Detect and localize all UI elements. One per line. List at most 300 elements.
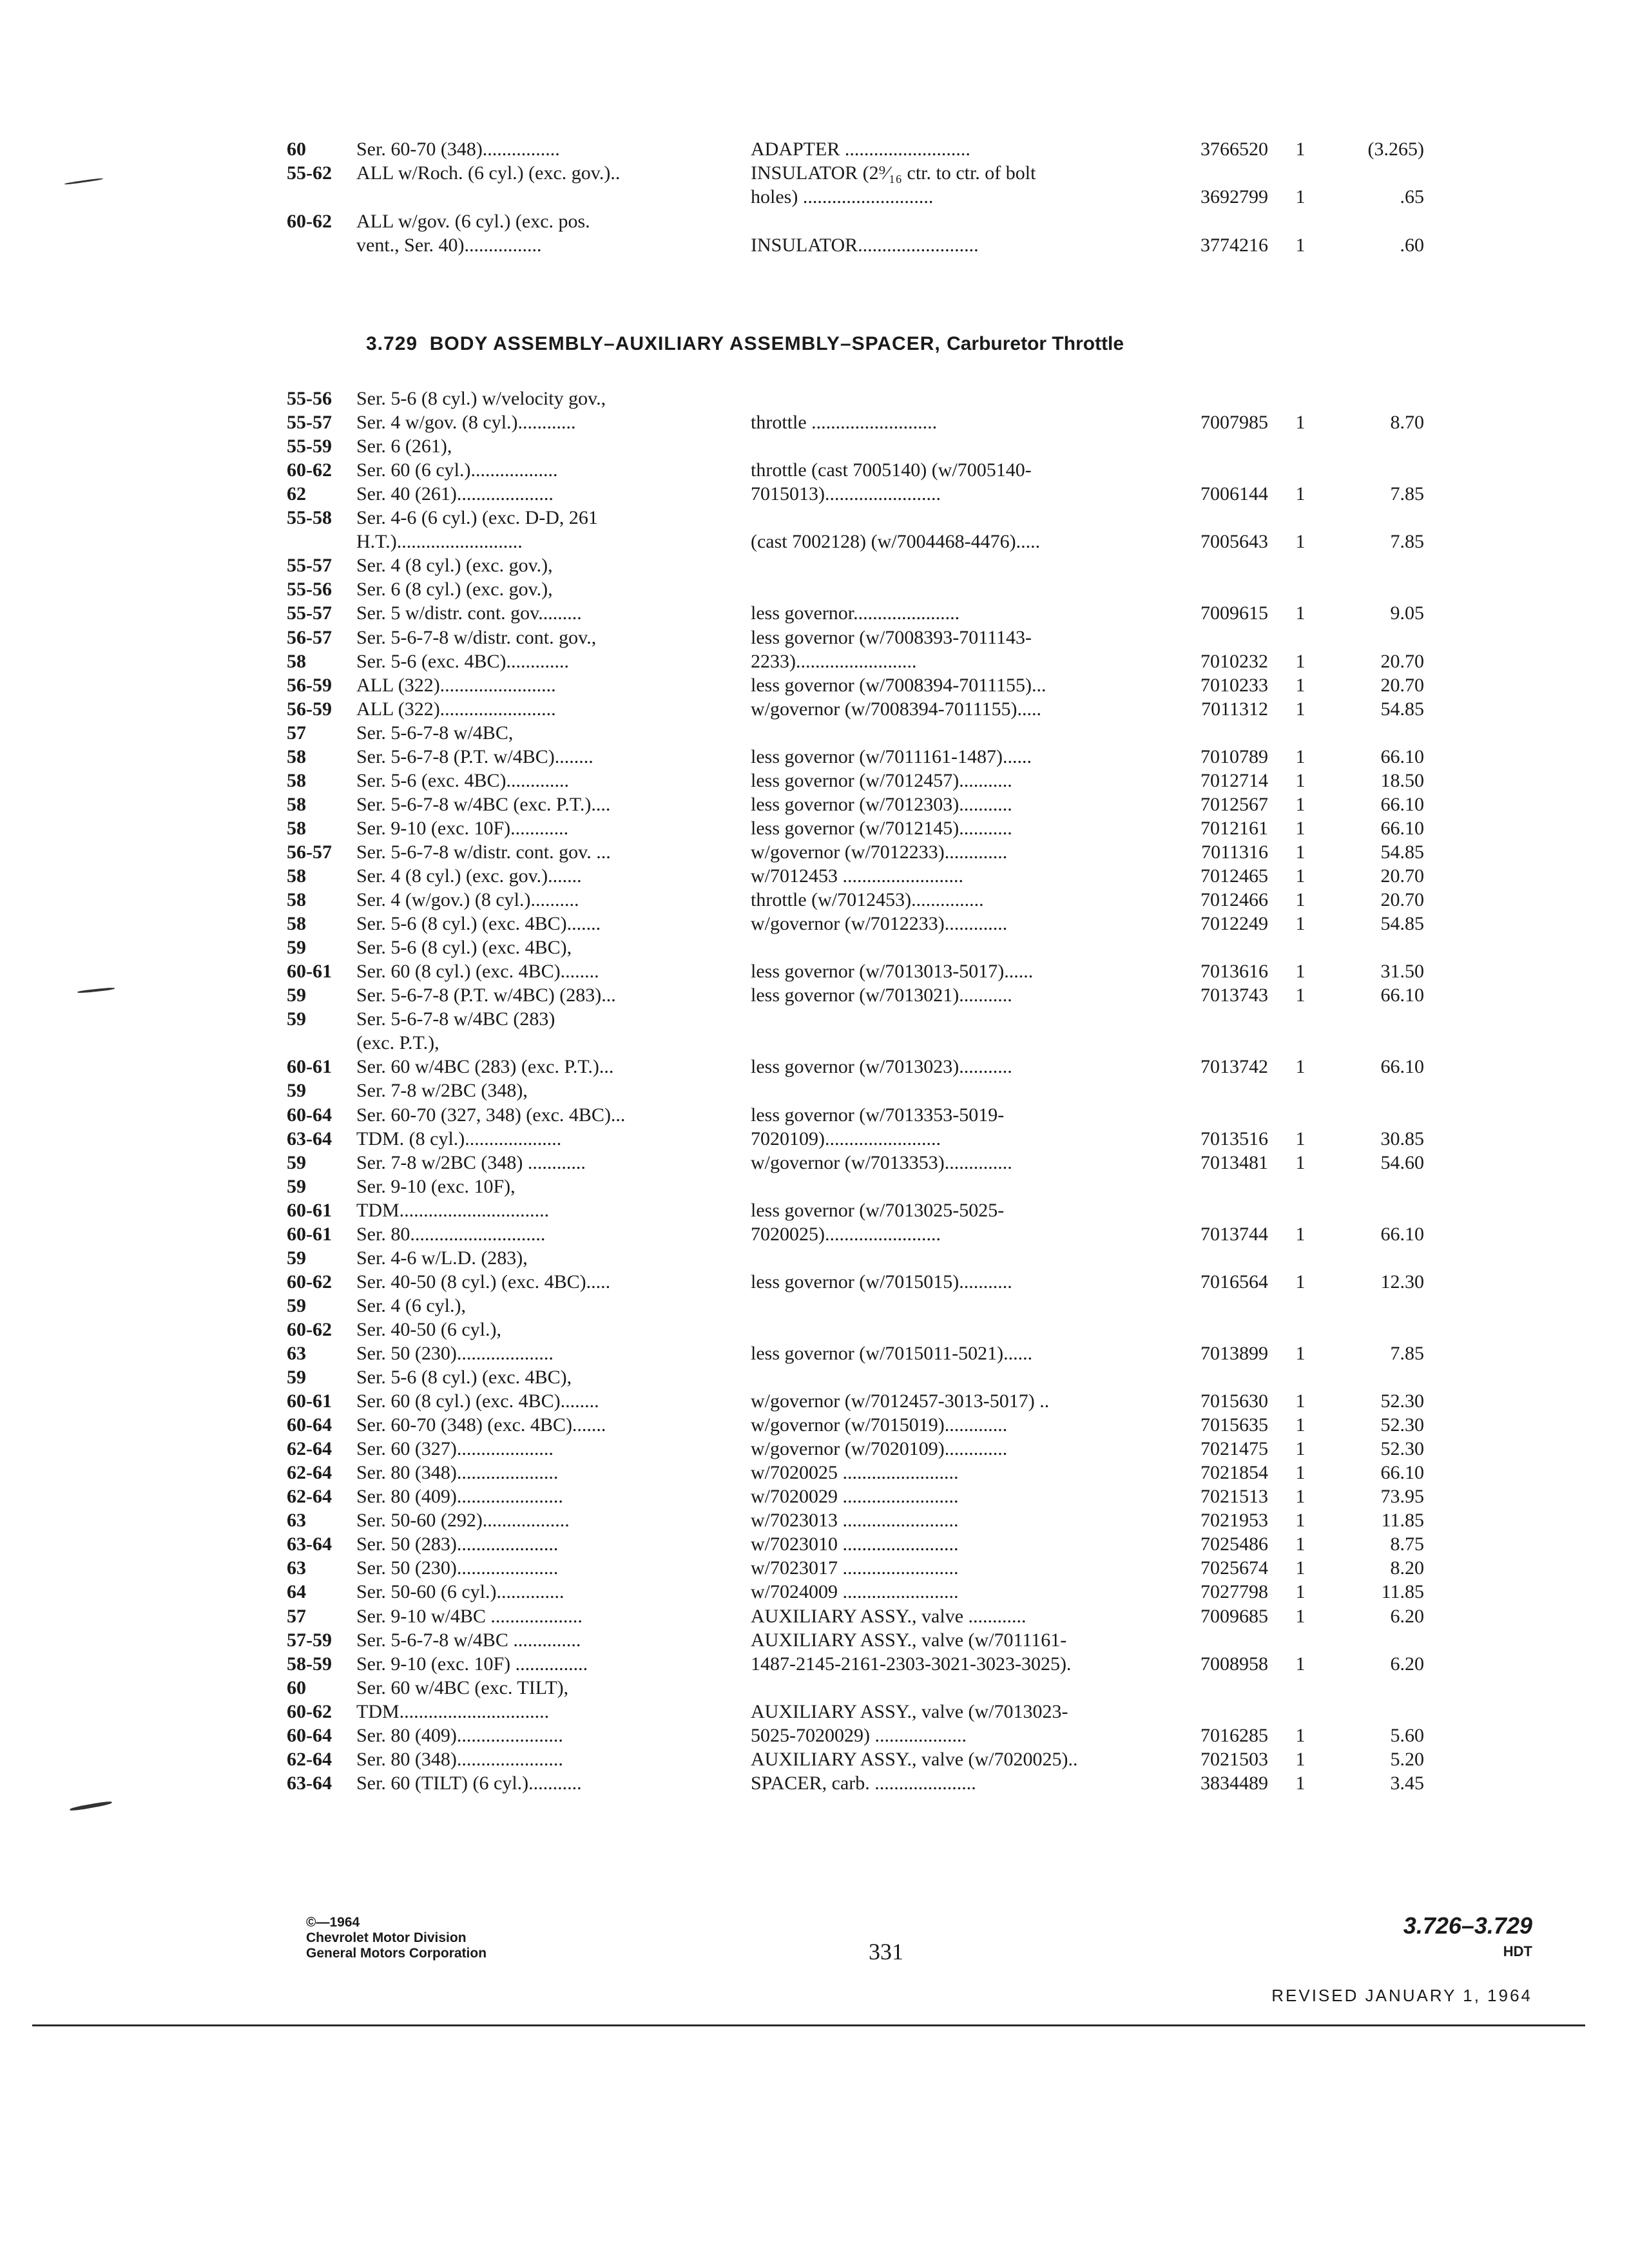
application-cell: Ser. 4 (8 cyl.) (exc. gov.)....... (356, 865, 582, 887)
year-cell: 56-57 (287, 627, 332, 648)
year-cell: 62-64 (287, 1438, 332, 1459)
price-cell: (3.265) (1367, 139, 1424, 160)
price-cell: 11.85 (1381, 1510, 1424, 1531)
parts-row (0, 161, 1629, 186)
year-cell: 58 (287, 889, 306, 910)
price-cell: 7.85 (1390, 483, 1424, 505)
application-cell: Ser. 40-50 (6 cyl.), (356, 1319, 501, 1340)
price-cell: 20.70 (1380, 865, 1424, 887)
parts-row (0, 912, 1629, 936)
quantity-cell: 1 (1295, 1486, 1306, 1507)
parts-row (0, 506, 1629, 530)
parts-row (0, 1007, 1629, 1032)
description-cell: less governor (w/7015011-5021)...... (751, 1343, 1033, 1364)
application-cell: Ser. 80 (348)...................... (356, 1749, 563, 1770)
year-cell: 58 (287, 865, 306, 887)
parts-row (0, 1270, 1629, 1294)
application-cell: Ser. 5-6-7-8 w/4BC (exc. P.T.).... (356, 794, 611, 815)
quantity-cell: 1 (1295, 889, 1306, 910)
year-cell: 62-64 (287, 1462, 332, 1483)
application-cell: Ser. 7-8 w/2BC (348), (356, 1080, 528, 1101)
description-cell: less governor (w/7013353-5019- (751, 1104, 1005, 1126)
application-cell: TDM............................... (356, 1701, 550, 1722)
quantity-cell: 1 (1295, 602, 1306, 624)
year-cell: 59 (287, 1080, 306, 1101)
application-cell: Ser. 5-6 (8 cyl.) (exc. 4BC), (356, 937, 572, 958)
part-number-cell: 7013743 (1200, 985, 1268, 1006)
parts-row (0, 553, 1629, 578)
parts-row (0, 1198, 1629, 1223)
section-heading (366, 333, 1124, 355)
parts-row (0, 673, 1629, 698)
quantity-cell: 1 (1295, 1438, 1306, 1459)
year-cell: 59 (287, 1152, 306, 1173)
parts-row (0, 816, 1629, 841)
parts-row (0, 1055, 1629, 1079)
application-cell: ALL w/gov. (6 cyl.) (exc. pos. (356, 211, 590, 232)
part-number-cell: 7016564 (1200, 1271, 1268, 1293)
description-cell: w/7023017 ........................ (751, 1557, 959, 1579)
year-cell: 60-61 (287, 1390, 332, 1412)
quantity-cell: 1 (1295, 1581, 1306, 1602)
description-cell: less governor (w/7008394-7011155)... (751, 675, 1046, 696)
description-cell: less governor (w/7013013-5017)...... (751, 961, 1034, 982)
price-cell: 20.70 (1380, 651, 1424, 672)
price-cell: 54.85 (1380, 841, 1424, 863)
application-cell: Ser. 4-6 (6 cyl.) (exc. D-D, 261 (356, 507, 598, 528)
year-cell: 57 (287, 722, 306, 744)
parts-row (0, 1413, 1629, 1437)
application-cell: Ser. 60 w/4BC (exc. TILT), (356, 1677, 569, 1698)
application-cell: Ser. 5-6-7-8 w/distr. cont. gov., (356, 627, 597, 648)
copyright-block (306, 1915, 487, 1961)
parts-row (0, 745, 1629, 769)
parts-row (0, 1437, 1629, 1461)
quantity-cell: 1 (1295, 483, 1306, 505)
description-cell: less governor (w/7011161-1487)...... (751, 746, 1032, 767)
application-cell: Ser. 80 (409)...................... (356, 1725, 563, 1746)
price-cell: 6.20 (1390, 1653, 1424, 1675)
year-cell: 55-58 (287, 507, 332, 528)
parts-row (0, 1341, 1629, 1366)
quantity-cell: 1 (1295, 1343, 1306, 1364)
description-cell: 1487-2145-2161-2303-3021-3023-3025). (751, 1653, 1072, 1675)
application-cell: Ser. 5-6 (exc. 4BC)............. (356, 770, 569, 791)
parts-row (0, 864, 1629, 889)
price-cell: 52.30 (1380, 1438, 1424, 1459)
parts-row (0, 1294, 1629, 1318)
part-number-cell: 7010789 (1200, 746, 1268, 767)
description-cell: AUXILIARY ASSY., valve (w/7013023- (751, 1701, 1068, 1722)
parts-row (0, 434, 1629, 459)
parts-row (0, 1175, 1629, 1199)
application-cell: Ser. 5-6-7-8 w/distr. cont. gov. ... (356, 841, 611, 863)
copyright-corporation: General Motors Corporation (306, 1946, 487, 1961)
parts-row (0, 1365, 1629, 1390)
application-cell: Ser. 5-6-7-8 w/4BC, (356, 722, 514, 744)
description-cell: w/governor (w/7020109)............. (751, 1438, 1008, 1459)
parts-row (0, 1127, 1629, 1151)
part-number-cell: 7012465 (1200, 865, 1268, 887)
part-number-cell: 7011312 (1201, 698, 1268, 720)
part-number-cell: 7021953 (1200, 1510, 1268, 1531)
quantity-cell: 1 (1295, 698, 1306, 720)
part-number-cell: 7007985 (1200, 412, 1268, 433)
parts-row (0, 482, 1629, 506)
application-cell: Ser. 60-70 (348)................ (356, 139, 560, 160)
description-cell: w/7024009 ........................ (751, 1581, 959, 1602)
parts-row (0, 410, 1629, 435)
application-cell: Ser. 40-50 (8 cyl.) (exc. 4BC)..... (356, 1271, 611, 1293)
quantity-cell: 1 (1295, 865, 1306, 887)
year-cell: 59 (287, 937, 306, 958)
price-cell: 3.45 (1390, 1773, 1424, 1794)
application-cell: TDM............................... (356, 1200, 550, 1221)
description-cell: less governor (w/7012145)........... (751, 818, 1012, 839)
year-cell: 63 (287, 1510, 306, 1531)
quantity-cell: 1 (1295, 1557, 1306, 1579)
year-cell: 58-59 (287, 1653, 332, 1675)
year-cell: 55-57 (287, 602, 332, 624)
year-cell: 59 (287, 1176, 306, 1197)
revised-date: REVISED JANUARY 1, 1964 (1271, 1986, 1532, 2005)
description-cell: 5025-7020029) ................... (751, 1725, 967, 1746)
parts-row (0, 185, 1629, 209)
parts-row (0, 1389, 1629, 1414)
price-cell: 11.85 (1381, 1581, 1424, 1602)
price-cell: 54.85 (1380, 698, 1424, 720)
price-cell: 52.30 (1380, 1390, 1424, 1412)
part-number-cell: 7013742 (1200, 1056, 1268, 1077)
description-cell: 7015013)........................ (751, 483, 941, 505)
year-cell: 56-59 (287, 698, 332, 720)
description-cell: AUXILIARY ASSY., valve (w/7011161- (751, 1629, 1067, 1651)
index-reference: 3.726–3.729 (1403, 1912, 1532, 1939)
year-cell: 58 (287, 913, 306, 934)
application-cell: Ser. 6 (261), (356, 436, 452, 457)
year-cell: 55-62 (287, 162, 332, 184)
parts-row (0, 1700, 1629, 1724)
description-cell: 7020109)........................ (751, 1128, 941, 1149)
part-number-cell: 7013744 (1200, 1224, 1268, 1245)
quantity-cell: 1 (1295, 818, 1306, 839)
part-number-cell: 7013616 (1200, 961, 1268, 982)
application-cell: Ser. 80 (409)...................... (356, 1486, 563, 1507)
quantity-cell: 1 (1295, 770, 1306, 791)
year-cell: 59 (287, 985, 306, 1006)
description-cell: w/governor (w/7012233)............. (751, 841, 1008, 863)
part-number-cell: 7016285 (1200, 1725, 1268, 1746)
quantity-cell: 1 (1295, 412, 1306, 433)
application-cell: Ser. 60-70 (327, 348) (exc. 4BC)... (356, 1104, 626, 1126)
part-number-cell: 7013481 (1200, 1152, 1268, 1173)
description-cell: throttle (w/7012453)............... (751, 889, 984, 910)
year-cell: 55-57 (287, 412, 332, 433)
part-number-cell: 7021503 (1200, 1749, 1268, 1770)
application-cell: Ser. 9-10 w/4BC ................... (356, 1606, 583, 1627)
description-cell: w/7020025 ........................ (751, 1462, 959, 1483)
quantity-cell: 1 (1295, 1510, 1306, 1531)
price-cell: 66.10 (1380, 1056, 1424, 1077)
part-number-cell: 7015630 (1200, 1390, 1268, 1412)
year-cell: 57 (287, 1606, 306, 1627)
application-cell: Ser. 9-10 (exc. 10F)............ (356, 818, 569, 839)
application-cell: Ser. 50-60 (292).................. (356, 1510, 570, 1531)
parts-row (0, 209, 1629, 234)
year-cell: 63-64 (287, 1533, 332, 1555)
year-cell: 59 (287, 1295, 306, 1316)
description-cell: w/7023013 ........................ (751, 1510, 959, 1531)
application-cell: Ser. 5-6 (8 cyl.) (exc. 4BC)....... (356, 913, 601, 934)
quantity-cell: 1 (1295, 746, 1306, 767)
parts-row (0, 1461, 1629, 1485)
part-number-cell: 7010232 (1200, 651, 1268, 672)
part-number-cell: 7012466 (1200, 889, 1268, 910)
index-subtitle: HDT (1503, 1943, 1532, 1959)
application-cell: Ser. 5-6-7-8 w/4BC .............. (356, 1629, 581, 1651)
description-cell: AUXILIARY ASSY., valve ............ (751, 1606, 1027, 1627)
quantity-cell: 1 (1295, 1224, 1306, 1245)
parts-row (0, 1556, 1629, 1581)
description-cell: 2233)......................... (751, 651, 917, 672)
year-cell: 56-57 (287, 841, 332, 863)
quantity-cell: 1 (1295, 235, 1306, 256)
part-number-cell: 7025674 (1200, 1557, 1268, 1579)
part-number-cell: 3774216 (1200, 235, 1268, 256)
parts-row (0, 1151, 1629, 1175)
year-cell: 60-61 (287, 1224, 332, 1245)
year-cell: 60 (287, 1677, 306, 1698)
description-cell: w/7023010 ........................ (751, 1533, 959, 1555)
year-cell: 63 (287, 1557, 306, 1579)
price-cell: 73.95 (1380, 1486, 1424, 1507)
year-cell: 60-62 (287, 211, 332, 232)
price-cell: 66.10 (1380, 1224, 1424, 1245)
parts-row (0, 1628, 1629, 1653)
description-cell: SPACER, carb. ..................... (751, 1773, 976, 1794)
application-cell: Ser. 80 (348)..................... (356, 1462, 559, 1483)
description-cell: less governor...................... (751, 602, 960, 624)
part-number-cell: 7021854 (1200, 1462, 1268, 1483)
description-cell: less governor (w/7015015)........... (751, 1271, 1012, 1293)
description-cell: w/governor (w/7008394-7011155)..... (751, 698, 1042, 720)
year-cell: 59 (287, 1247, 306, 1269)
quantity-cell: 1 (1295, 1390, 1306, 1412)
price-cell: 8.70 (1390, 412, 1424, 433)
year-cell: 62-64 (287, 1486, 332, 1507)
year-cell: 59 (287, 1008, 306, 1030)
application-cell: Ser. 50-60 (6 cyl.).............. (356, 1581, 564, 1602)
part-number-cell: 7010233 (1200, 675, 1268, 696)
application-cell: Ser. 5-6-7-8 (P.T. w/4BC) (283)... (356, 985, 616, 1006)
application-cell: Ser. 5-6 (8 cyl.) w/velocity gov., (356, 388, 606, 409)
application-cell: ALL w/Roch. (6 cyl.) (exc. gov.).. (356, 162, 621, 184)
part-number-cell: 7012567 (1200, 794, 1268, 815)
price-cell: 54.85 (1380, 913, 1424, 934)
application-cell: (exc. P.T.), (356, 1032, 439, 1053)
year-cell: 58 (287, 818, 306, 839)
price-cell: .60 (1400, 235, 1424, 256)
parts-row (0, 530, 1629, 554)
application-cell: Ser. 7-8 w/2BC (348) ............ (356, 1152, 586, 1173)
description-cell: 7020025)........................ (751, 1224, 941, 1245)
price-cell: 66.10 (1380, 1462, 1424, 1483)
year-cell: 64 (287, 1581, 306, 1602)
application-cell: Ser. 4-6 w/L.D. (283), (356, 1247, 528, 1269)
part-number-cell: 7012161 (1200, 818, 1268, 839)
quantity-cell: 1 (1295, 531, 1306, 552)
parts-row (0, 458, 1629, 483)
year-cell: 60-61 (287, 1056, 332, 1077)
year-cell: 57-59 (287, 1629, 332, 1651)
quantity-cell: 1 (1295, 794, 1306, 815)
price-cell: 5.20 (1390, 1749, 1424, 1770)
parts-row (0, 649, 1629, 674)
parts-row (0, 721, 1629, 745)
parts-row (0, 1508, 1629, 1533)
application-cell: ALL (322)........................ (356, 698, 556, 720)
year-cell: 60-61 (287, 1200, 332, 1221)
year-cell: 55-56 (287, 388, 332, 409)
year-cell: 60-62 (287, 459, 332, 481)
application-cell: Ser. 9-10 (exc. 10F) ............... (356, 1653, 588, 1675)
year-cell: 63 (287, 1343, 306, 1364)
price-cell: 7.85 (1390, 1343, 1424, 1364)
application-cell: Ser. 4 (8 cyl.) (exc. gov.), (356, 555, 553, 576)
quantity-cell: 1 (1295, 1773, 1306, 1794)
parts-row (0, 577, 1629, 602)
application-cell: Ser. 80............................ (356, 1224, 546, 1245)
quantity-cell: 1 (1295, 675, 1306, 696)
parts-row (0, 936, 1629, 960)
application-cell: Ser. 60 (8 cyl.) (exc. 4BC)........ (356, 961, 599, 982)
part-number-cell: 7012249 (1200, 913, 1268, 934)
copyright-year: ©—1964 (306, 1915, 360, 1930)
description-cell: throttle .......................... (751, 412, 938, 433)
price-cell: 30.85 (1380, 1128, 1424, 1149)
price-cell: 8.20 (1390, 1557, 1424, 1579)
quantity-cell: 1 (1295, 1271, 1306, 1293)
year-cell: 62-64 (287, 1749, 332, 1770)
quantity-cell: 1 (1295, 1462, 1306, 1483)
parts-row (0, 1604, 1629, 1629)
description-cell: INSULATOR......................... (751, 235, 979, 256)
parts-row (0, 697, 1629, 722)
year-cell: 59 (287, 1367, 306, 1388)
quantity-cell: 1 (1295, 186, 1306, 207)
price-cell: 18.50 (1380, 770, 1424, 791)
year-cell: 63-64 (287, 1773, 332, 1794)
parts-row (0, 1676, 1629, 1700)
application-cell: Ser. 9-10 (exc. 10F), (356, 1176, 516, 1197)
price-cell: .65 (1400, 186, 1424, 207)
part-number-cell: 7009685 (1200, 1606, 1268, 1627)
application-cell: Ser. 50 (230).................... (356, 1343, 554, 1364)
quantity-cell: 1 (1295, 139, 1306, 160)
parts-row (0, 1079, 1629, 1103)
application-cell: Ser. 40 (261).................... (356, 483, 554, 505)
parts-row (0, 1318, 1629, 1342)
description-cell: AUXILIARY ASSY., valve (w/7020025).. (751, 1749, 1078, 1770)
application-cell: Ser. 60 (8 cyl.) (exc. 4BC)........ (356, 1390, 599, 1412)
quantity-cell: 1 (1295, 1152, 1306, 1173)
description-cell: (cast 7002128) (w/7004468-4476)..... (751, 531, 1041, 552)
parts-row (0, 233, 1629, 258)
quantity-cell: 1 (1295, 1653, 1306, 1675)
application-cell: TDM. (8 cyl.).................... (356, 1128, 562, 1149)
application-cell: Ser. 5-6 (exc. 4BC)............. (356, 651, 569, 672)
parts-row (0, 626, 1629, 650)
application-cell: Ser. 5 w/distr. cont. gov......... (356, 602, 582, 624)
description-cell: w/governor (w/7015019)............. (751, 1414, 1008, 1436)
year-cell: 55-57 (287, 555, 332, 576)
application-cell: Ser. 50 (230)..................... (356, 1557, 559, 1579)
year-cell: 60-62 (287, 1319, 332, 1340)
price-cell: 66.10 (1380, 746, 1424, 767)
year-cell: 58 (287, 746, 306, 767)
quantity-cell: 1 (1295, 651, 1306, 672)
description-cell: less governor (w/7013021)........... (751, 985, 1012, 1006)
parts-row (0, 137, 1629, 162)
parts-row (0, 1532, 1629, 1557)
year-cell: 62 (287, 483, 306, 505)
description-cell: less governor (w/7008393-7011143- (751, 627, 1032, 648)
quantity-cell: 1 (1295, 841, 1306, 863)
price-cell: 8.75 (1390, 1533, 1424, 1555)
description-cell: less governor (w/7012457)........... (751, 770, 1012, 791)
parts-row (0, 888, 1629, 912)
parts-row (0, 1246, 1629, 1271)
quantity-cell: 1 (1295, 1749, 1306, 1770)
part-number-cell: 7006144 (1200, 483, 1268, 505)
application-cell: ALL (322)........................ (356, 675, 556, 696)
quantity-cell: 1 (1295, 961, 1306, 982)
part-number-cell: 7015635 (1200, 1414, 1268, 1436)
part-number-cell: 7009615 (1200, 602, 1268, 624)
application-cell: Ser. 60 (6 cyl.).................. (356, 459, 558, 481)
parts-row (0, 601, 1629, 626)
application-cell: Ser. 60 (TILT) (6 cyl.)........... (356, 1773, 582, 1794)
application-cell: Ser. 6 (8 cyl.) (exc. gov.), (356, 579, 553, 600)
bottom-rule (32, 2024, 1585, 2026)
parts-row (0, 1724, 1629, 1748)
year-cell: 60-64 (287, 1725, 332, 1746)
application-cell: vent., Ser. 40)................ (356, 235, 542, 256)
part-number-cell: 7013899 (1200, 1343, 1268, 1364)
application-cell: H.T.).......................... (356, 531, 523, 552)
application-cell: Ser. 60-70 (348) (exc. 4BC)....... (356, 1414, 606, 1436)
parts-row (0, 387, 1629, 411)
description-cell: w/governor (w/7012233)............. (751, 913, 1008, 934)
section-subtitle: Carburetor Throttle (947, 333, 1124, 354)
price-cell: 20.70 (1380, 675, 1424, 696)
price-cell: 5.60 (1390, 1725, 1424, 1746)
parts-row (0, 1222, 1629, 1247)
year-cell: 60-62 (287, 1701, 332, 1722)
section-number: 3.729 (366, 333, 418, 354)
price-cell: 66.10 (1380, 794, 1424, 815)
part-number-cell: 7027798 (1200, 1581, 1268, 1602)
description-cell: w/governor (w/7012457-3013-5017) .. (751, 1390, 1050, 1412)
application-cell: Ser. 5-6 (8 cyl.) (exc. 4BC), (356, 1367, 572, 1388)
quantity-cell: 1 (1295, 1056, 1306, 1077)
application-cell: Ser. 4 (w/gov.) (8 cyl.).......... (356, 889, 579, 910)
parts-row (0, 1652, 1629, 1677)
parts-row (0, 1580, 1629, 1604)
quantity-cell: 1 (1295, 1414, 1306, 1436)
copyright-division: Chevrolet Motor Division (306, 1930, 467, 1945)
application-cell: Ser. 4 w/gov. (8 cyl.)............ (356, 412, 576, 433)
